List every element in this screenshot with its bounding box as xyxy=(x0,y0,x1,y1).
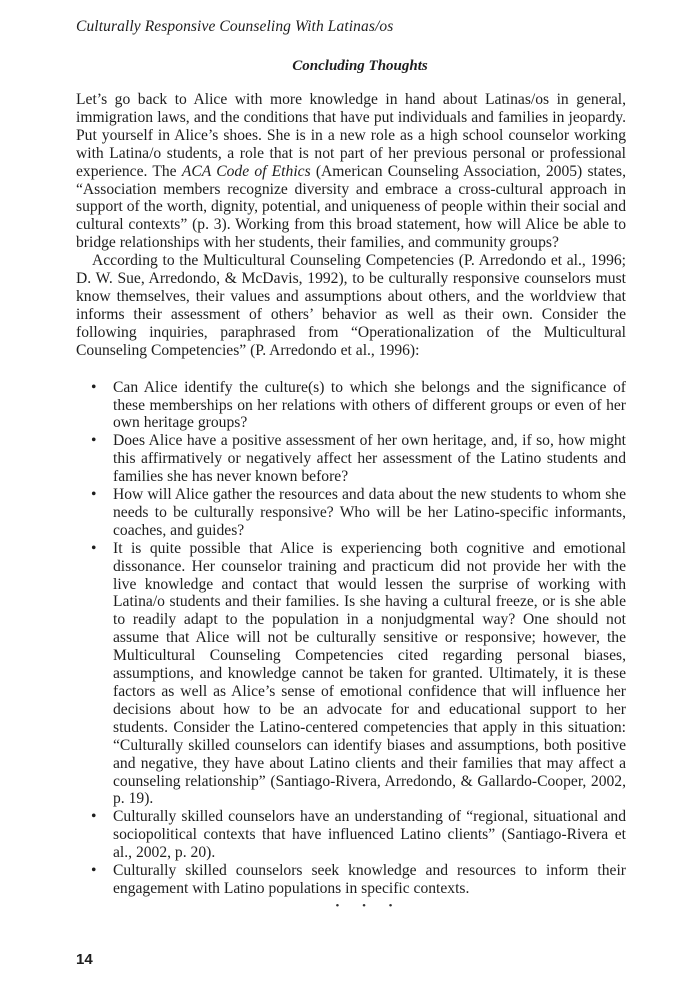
bullet-icon: • xyxy=(91,432,97,450)
paragraph-2: According to the Multicultural Counseling Competencies (P. Arredondo et al., 1996; D. W. Sue, Arredondo, & McDavis, 1992), to be culturally responsive counselors must know themselves, their values and assumptions about others, and the worldview that informs their assessment of others’ behavior as well as their own. Consider the following inquiries, paraphrased from “Operationalization of the Multicultural Counseling Competencies” (P. Arredondo et al., 1996): xyxy=(76,252,626,359)
list-item-text: Culturally skilled counselors seek knowledge and resources to inform their engagement with Latino populations in specific contexts. xyxy=(113,862,626,897)
list-item xyxy=(76,540,626,809)
section-end-ornament: • • • xyxy=(335,899,403,912)
list-item xyxy=(76,432,626,486)
list-item-text: Culturally skilled counselors have an understanding of “regional, situational and sociopolitical contexts that have influenced Latino clients” (Santiago-Rivera et al., 2002, p. 20). xyxy=(113,808,626,862)
bullet-icon: • xyxy=(91,539,97,557)
paragraph-1-text-a: Let’s go back to Alice with more knowledge in hand about Latinas/os in general, immigration laws, and the conditions that have put individuals and families in jeopardy. Put yourself in Alice’s shoes. She is in a new role as a high school counselor working with Latina/o students, a role that is not part of her previous personal or professional experience. The xyxy=(76,91,626,180)
list-item-text: Can Alice identify the culture(s) to which she belongs and the significance of these memberships on her relations with others of different groups or even of her own heritage groups? xyxy=(113,378,626,432)
bullet-icon: • xyxy=(91,486,97,504)
bullet-icon: • xyxy=(91,808,97,826)
body-text xyxy=(76,91,626,916)
list-item xyxy=(76,808,626,862)
page-number: 14 xyxy=(76,951,93,968)
bullet-icon: • xyxy=(91,378,97,396)
paragraph-1 xyxy=(76,91,626,252)
list-item-text: Does Alice have a positive assessment of her own heritage, and, if so, how might this affirmatively or negatively affect her assessment of the Latino students and families she has never known before? xyxy=(113,432,626,486)
list-item-text: How will Alice gather the resources and data about the new students to whom she needs to be culturally responsive? Who will be her Latino-specific informants, coaches, and guides? xyxy=(113,486,626,539)
list-item xyxy=(76,862,626,898)
list-item xyxy=(76,379,626,433)
bullet-icon: • xyxy=(91,862,97,880)
list-item xyxy=(76,486,626,540)
running-head: Culturally Responsive Counseling With Latinas/os xyxy=(76,18,394,35)
paragraph-1-text-b: (American Counseling Association, 2005) states, “Association members recognize diversity and embrace a cross-cultural approach in support of the worth, dignity, potential, and uniqueness of people within their social and cultural contexts” (p. 3). Working from this broad statement, how will Alice be able to bridge relationships with her students, their families, and community groups? xyxy=(76,162,626,252)
inquiry-list xyxy=(76,379,626,898)
aca-code-of-ethics-title: ACA Code of Ethics xyxy=(181,162,311,180)
list-item-text: It is quite possible that Alice is experiencing both cognitive and emotional dissonance. Her counselor training and practicum did not provide her with the live knowledge and contact that would lessen the surprise of working with Latina/o students and their families. Is she having a cultural freeze, or is she able to readily adapt to the population in a nonjudgmental way? One should not assume that Alice will not be culturally sensitive or responsive; however, the Multicultural Counseling Competencies cited regarding personal biases, assumptions, and knowledge cannot be taken for granted. Ultimately, it is these factors as well as Alice’s sense of emotional confidence that will influence her decisions about how to be an advocate for and educational support to her students. Consider the Latino-centered competencies that apply in this situation: “Culturally skilled counselors can identify biases and assumptions, both positive and negative, they have about Latino clients and their families that may affect a counseling relationship” (Santiago-Rivera, Arredondo, & Gallardo-Cooper, 2002, p. 19). xyxy=(113,539,626,808)
section-title: Concluding Thoughts xyxy=(292,58,428,74)
